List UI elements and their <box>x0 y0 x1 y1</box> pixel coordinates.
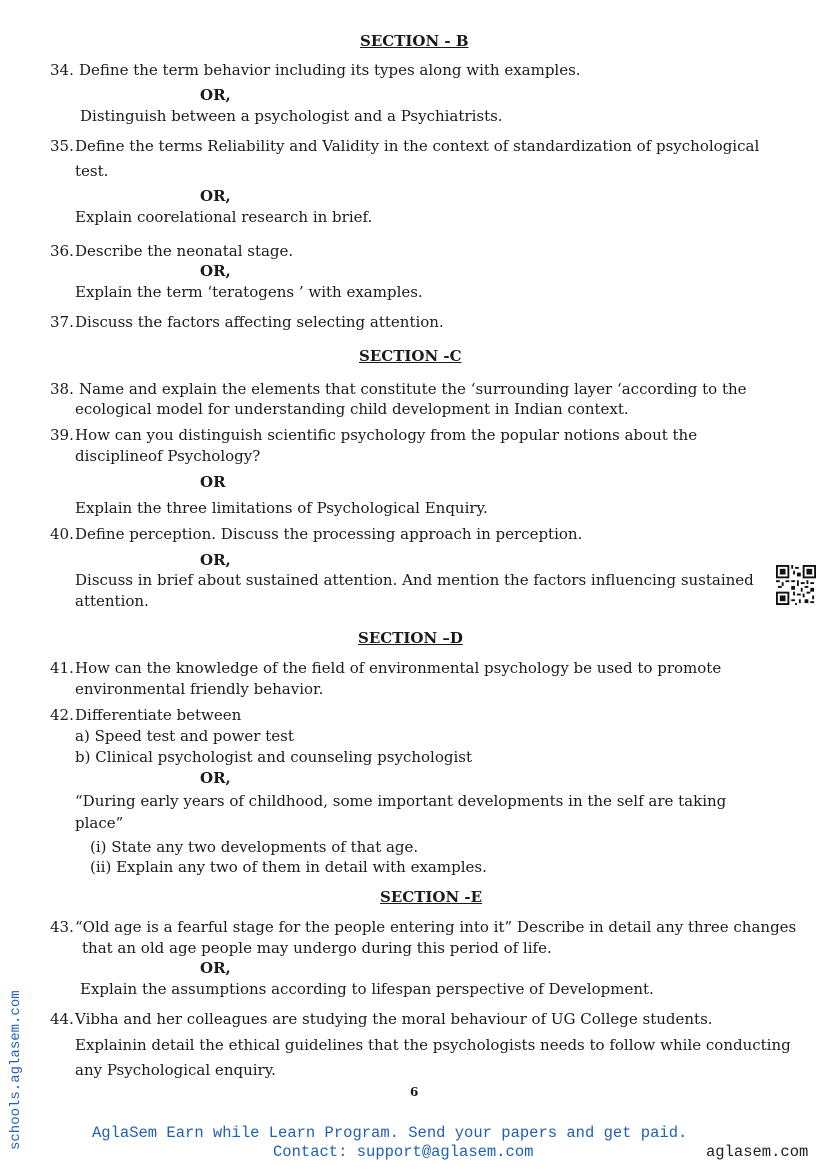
section-c-heading: SECTION -C <box>359 347 462 365</box>
q43-or: OR, <box>200 959 231 977</box>
q44-line3: any Psychological enquiry. <box>75 1061 276 1079</box>
q41-line2: environmental friendly behavior. <box>75 680 324 698</box>
qr-code-icon <box>776 565 816 605</box>
q42-option-a: a) Speed test and power test <box>75 727 294 745</box>
q42-text: Differentiate between <box>75 706 242 724</box>
q41-line1: How can the knowledge of the field of environmental psychology be used to promote <box>75 659 722 677</box>
q40-text: Define perception. Discuss the processing approach in perception. <box>75 525 583 543</box>
q41-number: 41. <box>50 659 74 677</box>
q39-line1: How can you distinguish scientific psychology from the popular notions about the <box>75 426 698 444</box>
q43-number: 43. <box>50 918 74 936</box>
q36-alt: Explain the term ‘teratogens ’ with examples. <box>75 283 423 301</box>
q37-text: Discuss the factors affecting selecting attention. <box>75 313 444 331</box>
q36-number: 36. <box>50 242 74 260</box>
vertical-site-watermark[interactable]: schools.aglasem.com <box>8 990 24 1150</box>
section-b-heading: SECTION - B <box>360 32 469 50</box>
q38-line1: Name and explain the elements that constitute the ‘surrounding layer ‘according to the <box>79 380 747 398</box>
q42-or: OR, <box>200 769 231 787</box>
section-d-heading: SECTION –D <box>358 629 463 647</box>
q43-line1: “Old age is a fearful stage for the people entering into it” Describe in detail any three changes <box>75 918 797 936</box>
footer-contact[interactable]: Contact: support@aglasem.com <box>273 1143 534 1161</box>
q44-line1: Vibha and her colleagues are studying the moral behaviour of UG College students. <box>75 1010 713 1028</box>
q34-alt: Distinguish between a psychologist and a Psychiatrists. <box>80 107 503 125</box>
q39-or: OR <box>200 473 226 491</box>
q35-line1: Define the terms Reliability and Validity in the context of standardization of psychological <box>75 137 760 155</box>
q42-alt-line2: place” <box>75 814 124 832</box>
q39-alt: Explain the three limitations of Psychological Enquiry. <box>75 499 488 517</box>
q40-number: 40. <box>50 525 74 543</box>
q44-number: 44. <box>50 1010 74 1028</box>
section-e-heading: SECTION -E <box>380 888 483 906</box>
q34-text: Define the term behavior including its types along with examples. <box>79 61 581 79</box>
footer-site-link[interactable]: aglasem.com <box>706 1143 809 1161</box>
q39-number: 39. <box>50 426 74 444</box>
q35-alt: Explain coorelational research in brief. <box>75 208 373 226</box>
q42-alt-line1: “During early years of childhood, some important developments in the self are taking <box>75 792 727 810</box>
q34-number: 34. <box>50 61 74 79</box>
q42-number: 42. <box>50 706 74 724</box>
q40-or: OR, <box>200 551 231 569</box>
q39-line2: disciplineof Psychology? <box>75 447 261 465</box>
q37-number: 37. <box>50 313 74 331</box>
footer-promo-text: AglaSem Earn while Learn Program. Send your papers and get paid. <box>92 1124 688 1142</box>
q36-text: Describe the neonatal stage. <box>75 242 294 260</box>
q35-or: OR, <box>200 187 231 205</box>
q34-or: OR, <box>200 86 231 104</box>
q38-line2: ecological model for understanding child development in Indian context. <box>75 400 629 418</box>
q40-alt-line2: attention. <box>75 592 149 610</box>
q35-line2: test. <box>75 162 109 180</box>
q35-number: 35. <box>50 137 74 155</box>
q38-number: 38. <box>50 380 74 398</box>
q42-part-ii: (ii) Explain any two of them in detail with examples. <box>90 858 487 876</box>
q42-option-b: b) Clinical psychologist and counseling psychologist <box>75 748 472 766</box>
q40-alt-line1: Discuss in brief about sustained attention. And mention the factors influencing sustained <box>75 571 754 589</box>
q36-or: OR, <box>200 262 231 280</box>
q43-alt: Explain the assumptions according to lifespan perspective of Development. <box>80 980 654 998</box>
q44-line2: Explainin detail the ethical guidelines that the psychologists needs to follow while conducting <box>75 1036 791 1054</box>
page-number: 6 <box>410 1085 419 1099</box>
q43-line2: that an old age people may undergo during this period of life. <box>82 939 552 957</box>
q42-part-i: (i) State any two developments of that age. <box>90 838 419 856</box>
